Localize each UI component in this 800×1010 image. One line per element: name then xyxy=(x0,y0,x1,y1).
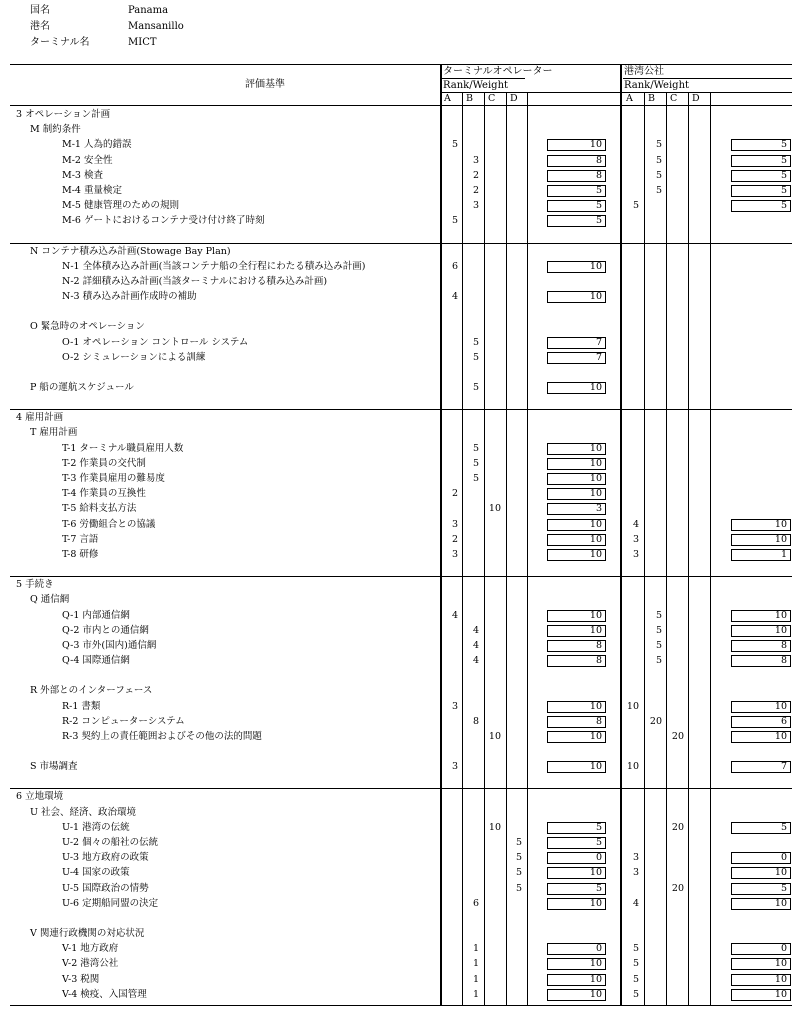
operator-weight-box: 5 xyxy=(547,837,606,849)
operator-rank-b: 1 xyxy=(472,958,479,970)
operator-rank-b: 4 xyxy=(472,624,479,636)
criterion-label: O-1 オペレーション コントロール システム xyxy=(62,336,249,348)
port-authority-weight-box: 10 xyxy=(731,731,791,743)
subsection-heading: T 雇用計画 xyxy=(30,427,78,439)
port-authority-rank-b: 5 xyxy=(655,640,662,651)
port-authority-left-border xyxy=(620,64,622,1006)
country-label: 国名 xyxy=(30,5,50,16)
port-authority-weight-box: 0 xyxy=(731,852,791,864)
section-heading: 5 手続き xyxy=(16,579,54,591)
port-authority-rank-b: 5 xyxy=(655,609,662,621)
operator-rank-d: 5 xyxy=(515,867,522,879)
operator-col-divider-d-end xyxy=(527,92,528,1006)
operator-group-title: ターミナルオペレーター xyxy=(443,66,553,77)
criterion-label: N-3 積み込み計画作成時の補助 xyxy=(62,291,197,303)
criterion-label: T-6 労働組合との協議 xyxy=(62,518,156,530)
port-authority-title-rule xyxy=(623,78,792,79)
criterion-label: T-7 言語 xyxy=(62,533,99,545)
port-authority-weight-box: 10 xyxy=(731,701,791,713)
subsection-heading: P 船の運航スケジュール xyxy=(30,382,134,393)
operator-rank-d: 5 xyxy=(515,852,522,864)
operator-rank-weight-label: Rank/Weight xyxy=(443,80,509,91)
port-authority-weight-box: 1 xyxy=(731,549,791,561)
subsection-heading: Q 通信網 xyxy=(30,594,70,606)
section-divider xyxy=(10,788,792,789)
table-bottom-rule xyxy=(10,1005,792,1006)
subsection-heading: S 市場調査 xyxy=(30,761,78,773)
operator-rank-b: 5 xyxy=(472,382,479,393)
port-authority-weight-box: 5 xyxy=(731,155,791,167)
operator-left-border xyxy=(440,64,442,1006)
port-authority-rank-a: 4 xyxy=(632,518,639,530)
terminal-label: ターミナル名 xyxy=(30,37,90,48)
section-heading: 4 雇用計画 xyxy=(16,412,64,424)
criterion-label: Q-3 市外(国内)通信網 xyxy=(62,640,157,651)
operator-weight-box: 10 xyxy=(547,610,606,622)
criterion-label: T-4 作業員の互換性 xyxy=(62,488,146,500)
operator-rank-b: 4 xyxy=(472,640,479,651)
operator-weight-box: 5 xyxy=(547,883,606,895)
port-authority-rank-a: 5 xyxy=(632,973,639,985)
port-authority-weight-box: 0 xyxy=(731,943,791,955)
port-authority-weight-box: 10 xyxy=(731,958,791,970)
criterion-label: V-4 検疫、入国管理 xyxy=(62,988,147,1000)
port-authority-rank-c: 20 xyxy=(671,731,684,742)
operator-weight-box: 10 xyxy=(547,261,606,273)
operator-title-rule xyxy=(441,78,525,79)
criterion-label: T-5 給料支払方法 xyxy=(62,503,137,515)
operator-rank-a: 5 xyxy=(451,215,458,227)
port-authority-rank-a: 10 xyxy=(626,700,639,712)
operator-weight-box: 10 xyxy=(547,443,606,455)
operator-rank-b: 2 xyxy=(472,185,479,196)
port-authority-rank-a: 5 xyxy=(632,988,639,1000)
port-authority-weight-box: 5 xyxy=(731,185,791,197)
operator-weight-box: 10 xyxy=(547,898,606,910)
operator-weight-box: 10 xyxy=(547,989,606,1001)
operator-weight-box: 10 xyxy=(547,458,606,470)
operator-rank-a: 2 xyxy=(451,488,458,500)
operator-rank-b: 5 xyxy=(472,442,479,454)
operator-col-letter-c: C xyxy=(488,93,496,104)
operator-col-divider-cd xyxy=(506,92,507,1006)
subsection-heading: R 外部とのインターフェース xyxy=(30,685,153,697)
subsection-heading: N コンテナ積み込み計画(Stowage Bay Plan) xyxy=(30,245,231,257)
section-heading: 6 立地環境 xyxy=(16,791,64,803)
operator-rank-b: 1 xyxy=(472,943,479,955)
operator-weight-box: 10 xyxy=(547,867,606,879)
port-authority-rank-a: 3 xyxy=(632,549,639,560)
port-authority-col-letter-a: A xyxy=(626,93,633,104)
operator-weight-box: 8 xyxy=(547,716,606,728)
section-divider xyxy=(10,409,792,410)
port-authority-weight-box: 10 xyxy=(731,534,791,546)
criterion-label: V-2 港湾公社 xyxy=(62,958,119,970)
operator-weight-box: 5 xyxy=(547,185,606,197)
operator-weight-box: 0 xyxy=(547,852,606,864)
port-authority-weight-box: 8 xyxy=(731,640,791,652)
port-authority-weight-box: 10 xyxy=(731,625,791,637)
criterion-label: V-3 税関 xyxy=(62,973,100,985)
operator-weight-box: 5 xyxy=(547,822,606,834)
criterion-label: V-1 地方政府 xyxy=(62,943,119,955)
port-authority-weight-box: 5 xyxy=(731,200,791,212)
operator-rank-a: 3 xyxy=(451,549,458,560)
operator-weight-box: 10 xyxy=(547,519,606,531)
criterion-label: N-2 詳細積み込み計画(当該ターミナルにおける積み込み計画) xyxy=(62,276,328,287)
port-authority-weight-box: 5 xyxy=(731,139,791,151)
operator-rank-a: 3 xyxy=(451,700,458,712)
criterion-label: Q-2 市内との通信網 xyxy=(62,624,149,636)
operator-col-divider-ab xyxy=(462,92,463,1006)
operator-weight-box: 10 xyxy=(547,291,606,303)
criterion-label: M-5 健康管理のための規則 xyxy=(62,200,180,212)
criterion-label: T-3 作業員雇用の難易度 xyxy=(62,473,165,484)
operator-weight-box: 10 xyxy=(547,382,606,394)
operator-weight-box: 10 xyxy=(547,701,606,713)
criterion-label: T-2 作業員の交代制 xyxy=(62,457,146,469)
operator-rank-a: 4 xyxy=(451,291,458,303)
operator-rank-a: 5 xyxy=(451,139,458,151)
port-authority-col-divider-ab xyxy=(644,92,645,1006)
operator-col-letter-b: B xyxy=(466,93,473,104)
subsection-heading: U 社会、経済、政治環境 xyxy=(30,806,137,818)
port-authority-weight-box: 8 xyxy=(731,655,791,667)
operator-col-letter-a: A xyxy=(444,93,451,104)
criterion-label: R-3 契約上の責任範囲およびその他の法的問題 xyxy=(62,731,262,742)
criterion-label: M-4 重量検定 xyxy=(62,185,123,196)
operator-weight-box: 7 xyxy=(547,337,606,349)
port-authority-rank-a: 5 xyxy=(632,943,639,955)
port-value: Mansanillo xyxy=(128,21,184,32)
subsection-heading: O 緊急時のオペレーション xyxy=(30,321,145,333)
criterion-label: U-6 定期船同盟の決定 xyxy=(62,897,159,909)
criterion-label: T-1 ターミナル職員雇用人数 xyxy=(62,442,184,454)
port-authority-rank-a: 3 xyxy=(632,867,639,879)
operator-rank-b: 5 xyxy=(472,457,479,469)
operator-weight-box: 10 xyxy=(547,139,606,151)
section-heading: 3 オペレーション計画 xyxy=(16,109,111,120)
criterion-label: U-5 国際政治の情勢 xyxy=(62,882,149,894)
port-authority-rank-b: 5 xyxy=(655,185,662,196)
criterion-label: M-1 人為的錯誤 xyxy=(62,139,132,151)
operator-rank-c: 10 xyxy=(488,503,501,515)
criterion-label: Q-1 内部通信網 xyxy=(62,609,130,621)
port-authority-weight-box: 10 xyxy=(731,989,791,1001)
criteria-header: 評価基準 xyxy=(245,79,285,90)
port-authority-col-divider-d-end xyxy=(710,92,711,1006)
criterion-label: U-4 国家の政策 xyxy=(62,867,130,879)
port-authority-rank-a: 3 xyxy=(632,533,639,545)
port-authority-col-divider-cd xyxy=(688,92,689,1006)
operator-rank-a: 6 xyxy=(451,260,458,272)
operator-rank-c: 10 xyxy=(488,821,501,833)
operator-rank-a: 3 xyxy=(451,761,458,773)
port-authority-weight-box: 10 xyxy=(731,898,791,910)
operator-weight-box: 10 xyxy=(547,974,606,986)
port-authority-rank-a: 4 xyxy=(632,897,639,909)
port-authority-rank-b: 5 xyxy=(655,154,662,166)
port-authority-rank-b: 5 xyxy=(655,624,662,636)
operator-weight-box: 10 xyxy=(547,473,606,485)
operator-rank-a: 2 xyxy=(451,533,458,545)
port-authority-rank-b: 5 xyxy=(655,169,662,181)
port-authority-rank-b: 20 xyxy=(649,715,662,727)
operator-rank-c: 10 xyxy=(488,731,501,742)
subsection-heading: M 制約条件 xyxy=(30,124,81,136)
port-authority-rank-c: 20 xyxy=(671,882,684,894)
operator-weight-box: 10 xyxy=(547,958,606,970)
operator-weight-box: 10 xyxy=(547,534,606,546)
port-authority-weight-box: 5 xyxy=(731,170,791,182)
criterion-label: R-1 書類 xyxy=(62,700,101,712)
port-authority-rank-a: 5 xyxy=(632,958,639,970)
operator-weight-box: 5 xyxy=(547,215,606,227)
table-top-rule xyxy=(10,64,792,65)
section-divider xyxy=(10,576,792,577)
operator-weight-box: 10 xyxy=(547,761,606,773)
port-authority-weight-box: 5 xyxy=(731,883,791,895)
operator-rank-b: 8 xyxy=(472,715,479,727)
operator-weight-box: 10 xyxy=(547,549,606,561)
operator-rank-b: 3 xyxy=(472,154,479,166)
criterion-label: M-3 検査 xyxy=(62,169,104,181)
criterion-label: R-2 コンピューターシステム xyxy=(62,715,185,727)
operator-weight-box: 10 xyxy=(547,731,606,743)
country-value: Panama xyxy=(128,5,169,16)
criterion-label: N-1 全体積み込み計画(当該コンテナ船の全行程にわたる積み込み計画) xyxy=(62,260,366,272)
port-authority-rank-a: 10 xyxy=(626,761,639,773)
operator-rank-d: 5 xyxy=(515,882,522,894)
operator-weight-box: 7 xyxy=(547,352,606,364)
criterion-label: U-1 港湾の伝統 xyxy=(62,821,130,833)
port-authority-weight-box: 10 xyxy=(731,867,791,879)
header-bottom-rule xyxy=(10,105,792,106)
subsection-heading: V 関連行政機関の対応状況 xyxy=(30,928,145,939)
operator-weight-box: 8 xyxy=(547,155,606,167)
port-authority-weight-box: 7 xyxy=(731,761,791,773)
operator-rank-b: 5 xyxy=(472,336,479,348)
operator-weight-box: 10 xyxy=(547,488,606,500)
operator-rank-a: 3 xyxy=(451,518,458,530)
criterion-label: M-6 ゲートにおけるコンテナ受け付け終了時刻 xyxy=(62,215,265,227)
port-authority-weight-box: 5 xyxy=(731,822,791,834)
operator-rank-b: 2 xyxy=(472,169,479,181)
criterion-label: M-2 安全性 xyxy=(62,154,113,166)
operator-col-letter-d: D xyxy=(510,93,518,104)
port-authority-col-divider-bc xyxy=(666,92,667,1006)
port-authority-group-title: 港湾公社 xyxy=(624,66,664,77)
operator-weight-box: 0 xyxy=(547,943,606,955)
operator-rank-a: 4 xyxy=(451,609,458,621)
operator-rank-b: 1 xyxy=(472,988,479,1000)
port-authority-weight-box: 10 xyxy=(731,974,791,986)
operator-weight-box: 10 xyxy=(547,625,606,637)
operator-rank-b: 3 xyxy=(472,200,479,212)
port-authority-rank-a: 3 xyxy=(632,852,639,864)
operator-weight-box: 8 xyxy=(547,655,606,667)
port-authority-rank-b: 5 xyxy=(655,655,662,667)
port-authority-col-letter-b: B xyxy=(648,93,655,104)
criterion-label: O-2 シミュレーションによる訓練 xyxy=(62,351,206,363)
port-authority-weight-box: 10 xyxy=(731,519,791,531)
operator-weight-box: 8 xyxy=(547,640,606,652)
operator-rank-b: 6 xyxy=(472,897,479,909)
criterion-label: U-3 地方政府の政策 xyxy=(62,852,149,864)
criterion-label: Q-4 国際通信網 xyxy=(62,655,130,667)
operator-rank-b: 1 xyxy=(472,973,479,985)
operator-weight-box: 8 xyxy=(547,170,606,182)
port-authority-rank-a: 5 xyxy=(632,200,639,212)
operator-rank-d: 5 xyxy=(515,837,522,848)
port-authority-col-letter-c: C xyxy=(670,93,678,104)
terminal-value: MICT xyxy=(128,37,157,48)
criterion-label: T-8 研修 xyxy=(62,549,99,560)
operator-rank-b: 5 xyxy=(472,351,479,363)
port-authority-col-letter-d: D xyxy=(692,93,700,104)
operator-col-divider-bc xyxy=(484,92,485,1006)
operator-rank-b: 4 xyxy=(472,655,479,667)
port-authority-rank-weight-label: Rank/Weight xyxy=(624,80,690,91)
operator-weight-box: 5 xyxy=(547,200,606,212)
port-authority-weight-box: 6 xyxy=(731,716,791,728)
port-authority-rank-b: 5 xyxy=(655,139,662,151)
criterion-label: U-2 個々の船社の伝統 xyxy=(62,837,159,848)
port-authority-weight-box: 10 xyxy=(731,610,791,622)
port-authority-rank-c: 20 xyxy=(671,821,684,833)
port-label: 港名 xyxy=(30,21,50,32)
operator-weight-box: 3 xyxy=(547,503,606,515)
operator-rank-b: 5 xyxy=(472,473,479,484)
section-divider xyxy=(10,243,792,244)
